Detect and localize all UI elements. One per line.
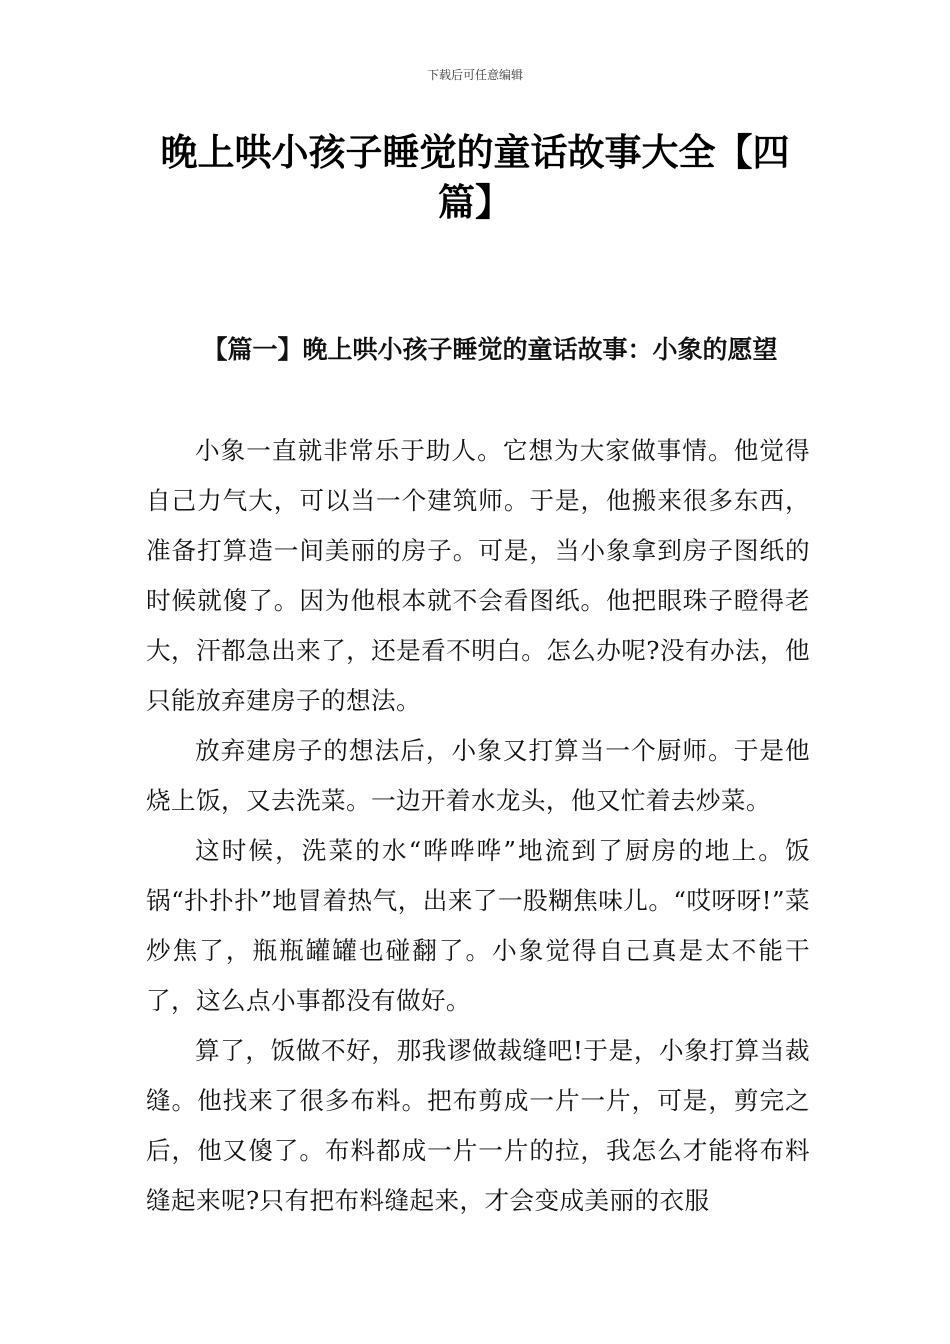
paragraph: 放弃建房子的想法后，小象又打算当一个厨师。于是他烧上饭，又去洗菜。一边开着水龙头，他又忙着去炒菜。 [146, 736, 810, 815]
document-title: 晚上哄小孩子睡觉的童话故事大全【四篇】 [160, 131, 790, 224]
paragraph: 这时候，洗菜的水“哗哗哗”地流到了厨房的地上。饭锅“扑扑扑”地冒着热气，出来了一股糊焦味儿。“哎呀呀!”菜炒焦了，瓶瓶罐罐也碰翻了。小象觉得自己真是太不能干了，这么点小事都没有做好。 [146, 836, 810, 1015]
section-heading: 【篇一】晚上哄小孩子睡觉的童话故事：小象的愿望 [202, 335, 778, 364]
header-note: 下载后可任意编辑 [426, 68, 523, 82]
paragraph: 小象一直就非常乐于助人。它想为大家做事情。他觉得自己力气大，可以当一个建筑师。于是，他搬来很多东西，准备打算造一间美丽的房子。可是，当小象拿到房子图纸的时候就傻了。因为他根本就不会看图纸。他把眼珠子瞪得老大，汗都急出来了，还是看不明白。怎么办呢?没有办法，他只能放弃建房子的想法。 [146, 436, 810, 715]
document-body [146, 426, 810, 1226]
paragraph: 算了，饭做不好，那我谬做裁缝吧!于是，小象打算当裁缝。他找来了很多布料。把布剪成一片一片，可是，剪完之后，他又傻了。布料都成一片一片的拉，我怎么才能将布料缝起来呢?只有把布料缝起来，才会变成美丽的衣服 [146, 1036, 810, 1215]
